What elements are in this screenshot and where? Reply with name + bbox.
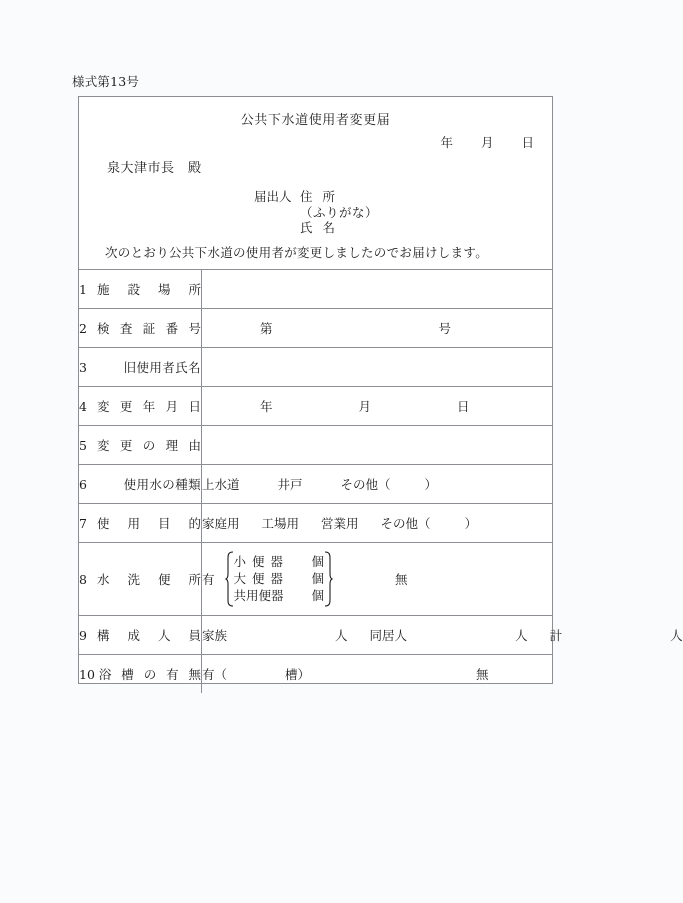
declaration-statement: 次のとおり公共下水道の使用者が変更しましたのでお届けします。 bbox=[105, 245, 489, 260]
item-10-label: 浴槽の有無 bbox=[98, 667, 201, 682]
water-type-option-well[interactable]: 井戸 bbox=[277, 477, 303, 492]
purpose-option-factory[interactable]: 工場用 bbox=[261, 516, 300, 531]
change-date-day-label: 日 bbox=[457, 399, 470, 414]
date-year-label: 年 bbox=[440, 135, 453, 150]
item-8-label-cell bbox=[79, 543, 202, 616]
household-cohabitant-label: 同居人 bbox=[369, 628, 408, 643]
item-3-label: 旧使用者氏名 bbox=[123, 360, 201, 375]
submitter-lead-label: 届出人 bbox=[254, 189, 292, 204]
fixture-label-shared: 共用便器 bbox=[233, 588, 284, 603]
table-row bbox=[79, 465, 552, 504]
household-family-unit: 人 bbox=[335, 628, 348, 643]
bathtub-yes-unit: 槽） bbox=[285, 667, 311, 682]
submitter-kana-label: （ふりがな） bbox=[300, 204, 379, 220]
purpose-option-household[interactable]: 家庭用 bbox=[202, 516, 240, 531]
item-2-label: 検査証番号 bbox=[97, 321, 201, 336]
purpose-option-business[interactable]: 営業用 bbox=[321, 516, 359, 531]
item-7-value-cell[interactable] bbox=[202, 504, 553, 543]
item-10-value-cell[interactable] bbox=[202, 655, 553, 694]
table-row bbox=[79, 616, 552, 655]
flush-toilet-yes-label[interactable]: 有 bbox=[202, 572, 215, 587]
household-cohabitant-unit: 人 bbox=[515, 628, 528, 643]
item-2-number: 2 bbox=[79, 320, 87, 336]
table-row bbox=[79, 387, 552, 426]
inspection-no-suffix: 号 bbox=[438, 321, 452, 336]
table-row bbox=[79, 543, 552, 616]
item-5-value-cell[interactable] bbox=[202, 426, 553, 465]
item-1-value-cell[interactable] bbox=[202, 270, 553, 309]
submitter-name-label: 氏名 bbox=[300, 220, 346, 235]
left-brace-icon bbox=[225, 551, 234, 607]
purpose-other-close: ） bbox=[464, 516, 478, 531]
item-3-label-cell bbox=[79, 348, 202, 387]
fixture-label-toilet: 大便器 bbox=[233, 571, 290, 586]
bathtub-no-label[interactable]: 無 bbox=[476, 667, 489, 682]
items-table bbox=[79, 269, 683, 693]
item-4-label-cell bbox=[79, 387, 202, 426]
water-type-other-close: ） bbox=[424, 477, 438, 492]
item-1-label-cell bbox=[79, 270, 202, 309]
item-8-label: 水洗便所 bbox=[97, 572, 201, 587]
item-10-number: 10 bbox=[79, 666, 95, 682]
item-6-value-cell[interactable] bbox=[202, 465, 553, 504]
addressee: 泉大津市長 殿 bbox=[107, 161, 202, 176]
table-row bbox=[79, 426, 552, 465]
item-7-label-cell bbox=[79, 504, 202, 543]
item-4-value-cell[interactable] bbox=[202, 387, 553, 426]
change-date-month-label: 月 bbox=[358, 399, 372, 414]
purpose-other-open[interactable]: その他（ bbox=[380, 516, 431, 531]
item-1-label: 施設場所 bbox=[97, 282, 201, 297]
submitter-address-row bbox=[254, 189, 378, 205]
household-total-unit: 人 bbox=[670, 628, 683, 643]
item-2-value-cell[interactable] bbox=[202, 309, 553, 348]
item-7-label: 使用目的 bbox=[97, 516, 201, 531]
water-type-option-tapwater[interactable]: 上水道 bbox=[202, 477, 240, 492]
item-4-label: 変更年月日 bbox=[97, 399, 201, 414]
item-3-number: 3 bbox=[79, 359, 87, 375]
table-row bbox=[79, 348, 552, 387]
item-4-number: 4 bbox=[79, 398, 87, 414]
item-5-label: 変更の理由 bbox=[97, 438, 201, 453]
date-day-label: 日 bbox=[521, 135, 534, 150]
fixture-unit-shared: 個 bbox=[311, 588, 325, 603]
form-number: 様式第13号 bbox=[72, 74, 140, 89]
item-7-number: 7 bbox=[79, 515, 87, 531]
item-8-number: 8 bbox=[79, 571, 87, 587]
fixture-row-urinal bbox=[234, 553, 325, 570]
table-row bbox=[79, 504, 552, 543]
table-row bbox=[79, 309, 552, 348]
fixture-unit-urinal: 個 bbox=[311, 554, 325, 569]
change-date-year-label: 年 bbox=[260, 399, 273, 414]
submission-date-line bbox=[440, 133, 534, 151]
item-9-value-cell[interactable] bbox=[202, 616, 683, 655]
table-row bbox=[79, 270, 552, 309]
item-3-value-cell[interactable] bbox=[202, 348, 553, 387]
fixtures-list bbox=[234, 551, 325, 607]
inspection-no-prefix: 第 bbox=[260, 321, 273, 336]
submitter-block bbox=[254, 189, 378, 236]
item-5-label-cell bbox=[79, 426, 202, 465]
item-10-label-cell bbox=[79, 655, 202, 694]
fixture-row-toilet bbox=[234, 570, 325, 587]
table-row bbox=[79, 655, 552, 694]
right-brace-icon bbox=[324, 551, 333, 607]
fixture-label-urinal: 小便器 bbox=[233, 554, 290, 569]
item-2-label-cell bbox=[79, 309, 202, 348]
form-frame bbox=[78, 96, 683, 684]
item-6-number: 6 bbox=[79, 476, 87, 492]
item-9-label: 構成人員 bbox=[97, 628, 201, 643]
item-9-label-cell bbox=[79, 616, 202, 655]
household-family-label: 家族 bbox=[202, 628, 228, 643]
submitter-name-row bbox=[254, 220, 378, 236]
bathtub-yes-open[interactable]: 有（ bbox=[202, 667, 228, 682]
fixture-unit-toilet: 個 bbox=[311, 571, 325, 586]
submitter-kana-row bbox=[254, 205, 378, 221]
document-title: 公共下水道使用者変更届 bbox=[240, 113, 391, 128]
item-6-label-cell bbox=[79, 465, 202, 504]
item-6-label: 使用水の種類 bbox=[123, 477, 201, 492]
form-header bbox=[79, 97, 552, 269]
date-month-label: 月 bbox=[480, 135, 494, 150]
flush-toilet-no-label[interactable]: 無 bbox=[395, 572, 408, 587]
item-1-number: 1 bbox=[79, 281, 87, 297]
item-8-value-cell[interactable] bbox=[202, 543, 553, 616]
item-9-number: 9 bbox=[79, 627, 87, 643]
submitter-address-label: 住所 bbox=[300, 189, 346, 204]
fixtures-bracket-group bbox=[225, 551, 334, 607]
item-5-number: 5 bbox=[79, 437, 87, 453]
fixture-row-shared bbox=[234, 587, 325, 604]
household-total-label: 計 bbox=[549, 628, 563, 643]
water-type-other-open[interactable]: その他（ bbox=[340, 477, 391, 492]
